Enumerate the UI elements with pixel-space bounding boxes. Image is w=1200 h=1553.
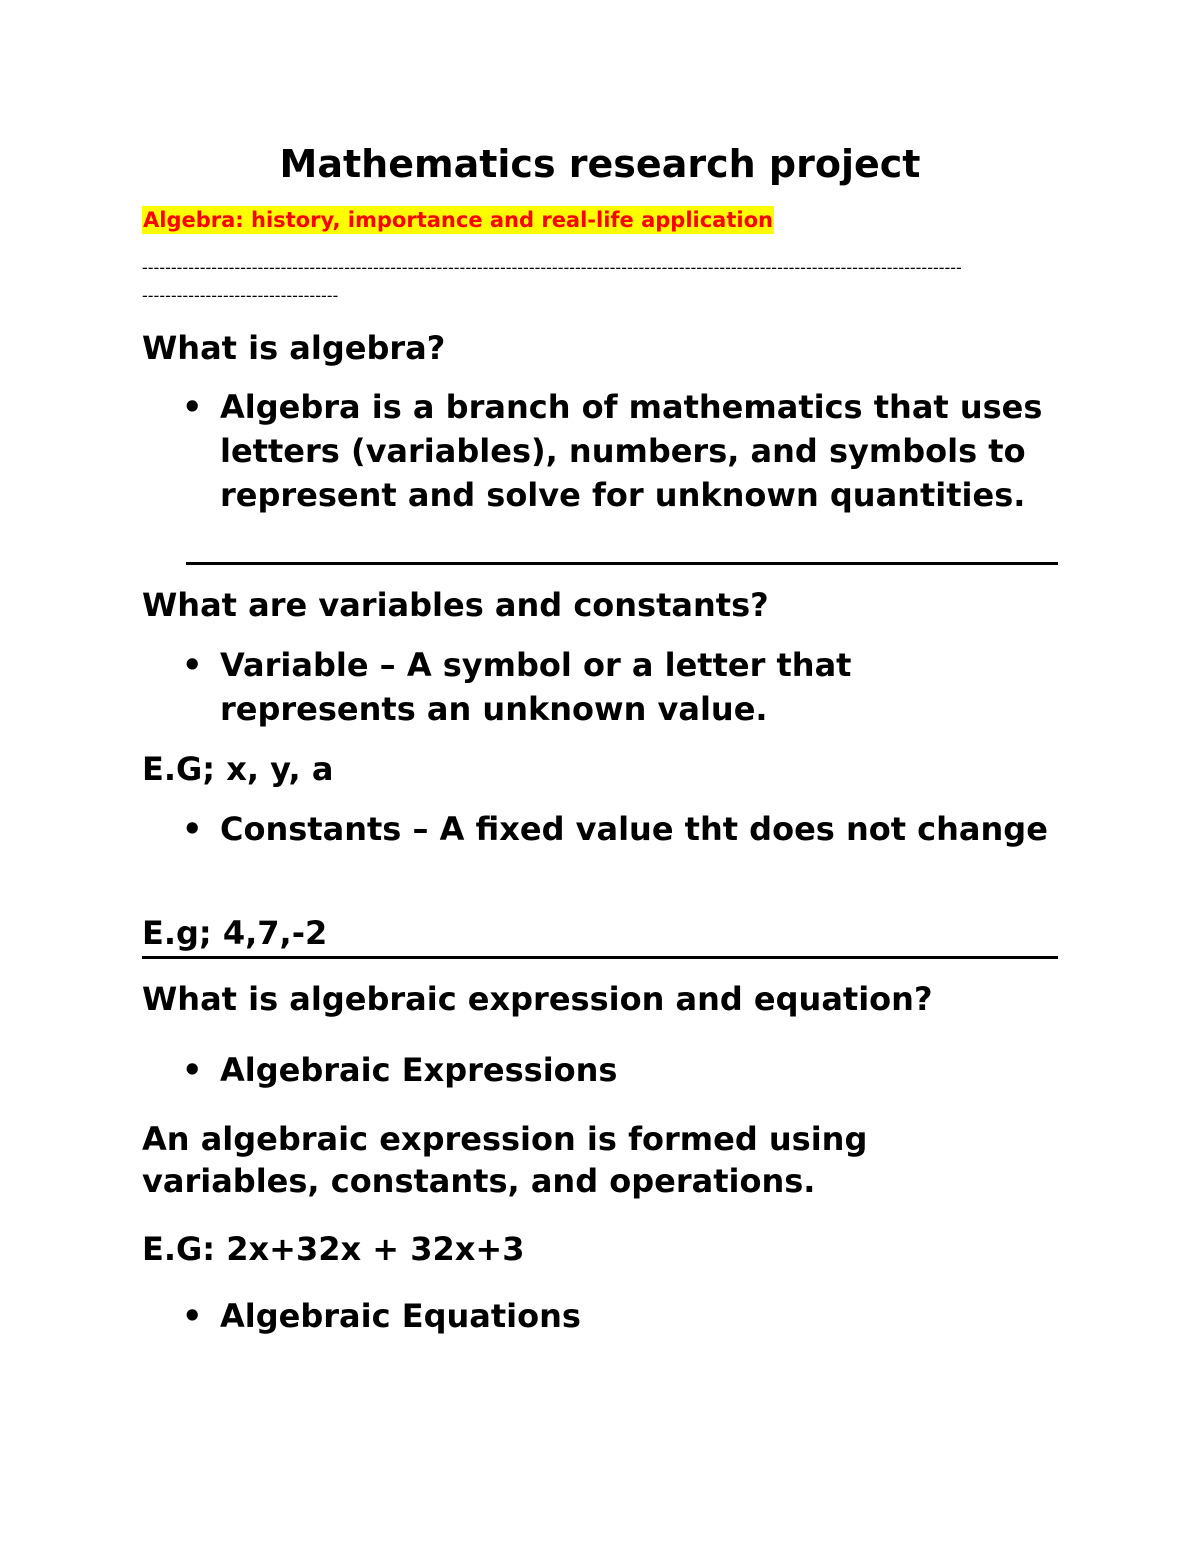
bullet-icon: • [182,388,203,426]
heading-variables-constants: What are variables and constants? [142,586,769,624]
expression-example: E.G: 2x+32x + 32x+3 [142,1230,525,1268]
bullet-algebraic-equations [182,1294,1058,1338]
bullet-text: Algebra is a branch of mathematics that uses letters (variables), numbers, and symbols to represent and solve for unknown quantities. [220,388,1043,514]
bullet-icon: • [182,810,203,848]
dashed-separator-line-1: ---------------------------------------------------------------------------------------------------------------------------------------------- [142,258,962,277]
bullet-constant [182,807,1058,851]
bullet-icon: • [182,1297,203,1335]
dashed-separator-line-2: ---------------------------------- [142,286,339,305]
horizontal-rule [186,562,1058,565]
bullet-algebraic-expressions [182,1048,1058,1092]
bullet-variable [182,643,1058,731]
variable-example: E.G; x, y, a [142,750,334,788]
bullet-text: Variable – A symbol or a letter that represents an unknown value. [220,646,852,728]
bullet-icon: • [182,1051,203,1089]
expression-paragraph: An algebraic expression is formed using variables, constants, and operations. [142,1120,868,1200]
horizontal-rule [142,956,1058,959]
document-subtitle: Algebra: history, importance and real-life application [143,208,773,232]
bullet-text: Constants – A fixed value tht does not change [220,810,1048,848]
heading-expression-equation: What is algebraic expression and equation? [142,980,933,1018]
bullet-text: Algebraic Expressions [220,1051,618,1089]
document-title: Mathematics research project [279,142,921,186]
constant-example: E.g; 4,7,-2 [142,914,328,952]
heading-what-is-algebra: What is algebra? [142,329,446,367]
bullet-algebra-definition [182,385,1058,517]
bullet-icon: • [182,646,203,684]
bullet-text: Algebraic Equations [220,1297,581,1335]
